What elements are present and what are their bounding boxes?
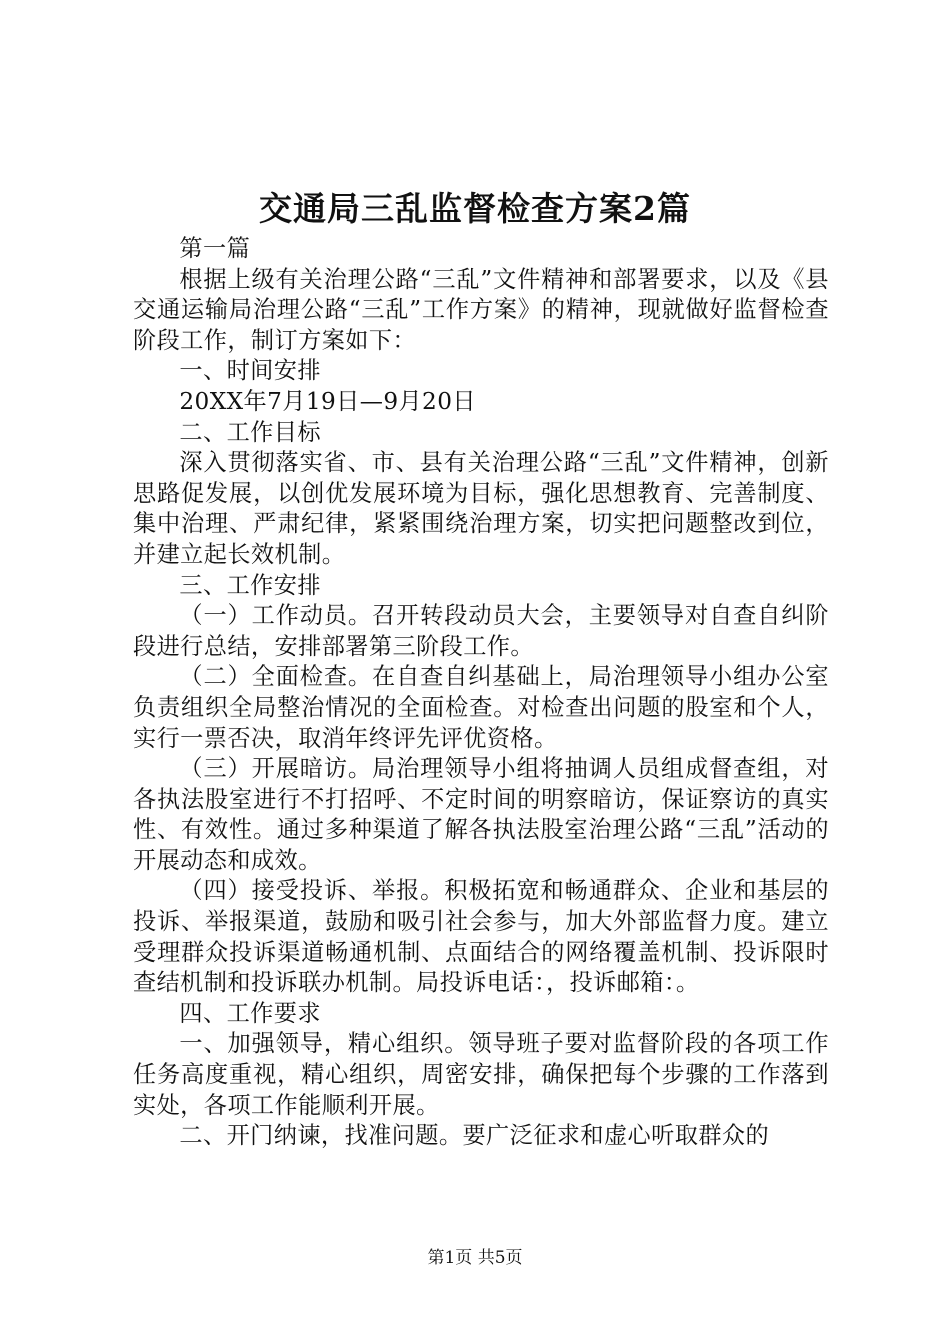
paragraph: 一、加强领导，精心组织。领导班子要对监督阶段的各项工作任务高度重视，精心组织，周密安排，确保把每个步骤的工作落到实处，各项工作能顺利开展。 xyxy=(133,1030,829,1119)
paragraph: （三）开展暗访。局治理领导小组将抽调人员组成督查组，对各执法股室进行不打招呼、不定时间的明察暗访，保证察访的真实性、有效性。通过多种渠道了解各执法股室治理公路“三乱”活动的开展动态和成效。 xyxy=(133,755,829,874)
paragraph: （一）工作动员。召开转段动员大会，主要领导对自查自纠阶段进行总结，安排部署第三阶段工作。 xyxy=(133,602,829,660)
document-body xyxy=(133,234,829,1152)
section-heading: 四、工作要求 xyxy=(179,999,321,1027)
section-heading: 二、工作目标 xyxy=(179,418,321,446)
page-footer: 第1页 共5页 xyxy=(427,1248,523,1268)
paragraph: 根据上级有关治理公路“三乱”文件精神和部署要求，以及《县交通运输局治理公路“三乱”工作方案》的精神，现就做好监督检查阶段工作，制订方案如下： xyxy=(133,265,829,354)
paragraph: 二、开门纳谏，找准问题。要广泛征求和虚心听取群众的 xyxy=(179,1122,770,1150)
section-heading: 三、工作安排 xyxy=(179,571,321,599)
section-heading: 第一篇 xyxy=(179,235,251,262)
paragraph: 深入贯彻落实省、市、县有关治理公路“三乱”文件精神，创新思路促发展，以创优发展环境为目标，强化思想教育、完善制度、集中治理、严肃纪律，紧紧围绕治理方案，切实把问题整改到位，并建立起长效机制。 xyxy=(133,449,829,568)
section-heading: 一、时间安排 xyxy=(179,357,321,385)
paragraph: （二）全面检查。在自查自纠基础上，局治理领导小组办公室负责组织全局整治情况的全面检查。对检查出问题的股室和个人，实行一票否决，取消年终评先评优资格。 xyxy=(133,663,829,752)
paragraph: （四）接受投诉、举报。积极拓宽和畅通群众、企业和基层的投诉、举报渠道，鼓励和吸引社会参与，加大外部监督力度。建立受理群众投诉渠道畅通机制、点面结合的网络覆盖机制、投诉限时查结机制和投诉联办机制。局投诉电话：，投诉邮箱：。 xyxy=(133,877,829,997)
paragraph: 20XX年7月19日—9月20日 xyxy=(179,387,476,415)
document-title: 交通局三乱监督检查方案2篇 xyxy=(259,189,691,228)
